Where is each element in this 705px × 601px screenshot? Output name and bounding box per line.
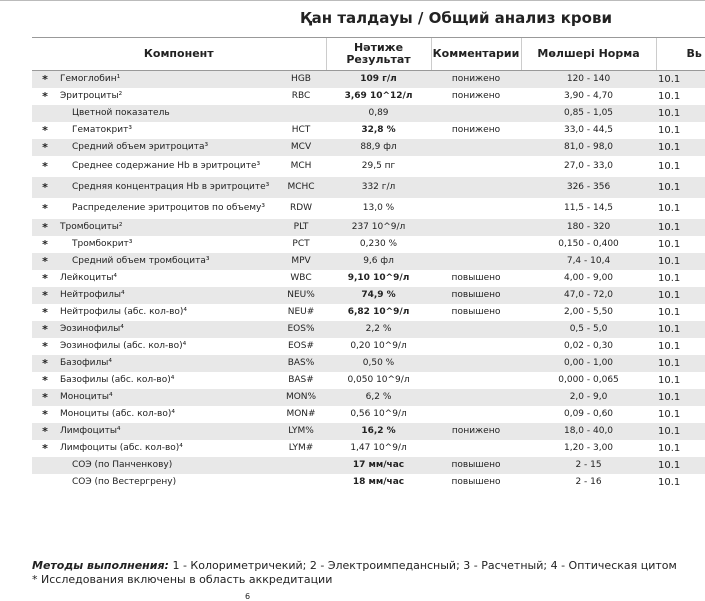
date-value: 10.1 bbox=[656, 71, 705, 89]
result-value: 0,56 10^9/л bbox=[350, 409, 407, 419]
component-name: Лимфоциты (абс. кол-во)⁴ bbox=[60, 443, 183, 453]
norm-range: 81,0 - 98,0 bbox=[521, 139, 656, 156]
component-code: NEU% bbox=[276, 287, 326, 304]
comment-value: повышено bbox=[431, 287, 521, 304]
component-code: MON# bbox=[286, 409, 316, 419]
component-code: NEU# bbox=[287, 307, 315, 317]
date-value: 10.1 bbox=[656, 177, 705, 198]
star-marker bbox=[32, 105, 58, 122]
component-code: EOS% bbox=[276, 321, 326, 338]
date-value: 10.1 bbox=[656, 219, 705, 236]
comment-value: понижено bbox=[431, 71, 521, 89]
component-name: Лимфоциты⁴ bbox=[58, 423, 276, 440]
result-value: 332 г/л bbox=[326, 177, 431, 198]
table-row bbox=[32, 338, 705, 355]
component-name: Базофилы (абс. кол-во)⁴ bbox=[60, 375, 175, 385]
component-code: MCHC bbox=[276, 177, 326, 198]
star-marker: * bbox=[32, 253, 58, 270]
component-code: BAS# bbox=[288, 375, 314, 385]
star-marker: * bbox=[32, 321, 58, 338]
norm-range: 47,0 - 72,0 bbox=[521, 287, 656, 304]
comment-value: повышено bbox=[451, 273, 501, 283]
results-table bbox=[32, 37, 705, 491]
norm-range: 2,0 - 9,0 bbox=[521, 389, 656, 406]
norm-range: 0,150 - 0,400 bbox=[558, 239, 619, 249]
table-row bbox=[32, 474, 705, 491]
header-result: Нәтиже Результат bbox=[326, 38, 431, 71]
date-value: 10.1 bbox=[658, 409, 681, 420]
table-row bbox=[32, 440, 705, 457]
component-name: Моноциты (абс. кол-во)⁴ bbox=[60, 409, 175, 419]
star-marker: * bbox=[42, 340, 48, 353]
result-value: 1,47 10^9/л bbox=[350, 443, 407, 453]
date-value: 10.1 bbox=[656, 321, 705, 338]
result-value: 6,2 % bbox=[326, 389, 431, 406]
header-comment: Комментарии bbox=[431, 38, 521, 71]
comment-value bbox=[431, 440, 521, 457]
date-value: 10.1 bbox=[658, 273, 681, 284]
date-value: 10.1 bbox=[656, 389, 705, 406]
comment-value: повышено bbox=[451, 477, 501, 487]
component-name: Гематокрит³ bbox=[72, 125, 132, 135]
component-name: Цветной показатель bbox=[58, 105, 276, 122]
comment-value bbox=[431, 253, 521, 270]
table-header-row bbox=[32, 38, 705, 71]
comment-value bbox=[431, 105, 521, 122]
component-name: Средний объем тромбоцита³ bbox=[58, 253, 276, 270]
norm-range: 2,00 - 5,50 bbox=[563, 307, 614, 317]
component-code: MCV bbox=[276, 139, 326, 156]
star-marker: * bbox=[42, 374, 48, 387]
date-value: 10.1 bbox=[656, 139, 705, 156]
component-name: Лейкоциты⁴ bbox=[60, 273, 118, 283]
date-value: 10.1 bbox=[658, 239, 681, 250]
result-value: 9,10 10^9/л bbox=[347, 273, 410, 283]
component-code: PCT bbox=[292, 239, 310, 249]
component-code: HCT bbox=[291, 125, 311, 135]
component-name: Эозинофилы (абс. кол-во)⁴ bbox=[60, 341, 187, 351]
date-value: 10.1 bbox=[658, 91, 681, 102]
component-name: Тромбоциты² bbox=[58, 219, 276, 236]
component-name: СОЭ (по Вестергрену) bbox=[72, 477, 177, 487]
result-value: 109 г/л bbox=[326, 71, 431, 89]
table-row bbox=[32, 372, 705, 389]
result-value: 29,5 пг bbox=[361, 161, 396, 171]
comment-value bbox=[431, 338, 521, 355]
date-value: 10.1 bbox=[658, 307, 681, 318]
table-row bbox=[32, 236, 705, 253]
component-name: Средняя концентрация Hb в эритроците³ bbox=[58, 177, 276, 198]
comment-value: понижено bbox=[431, 423, 521, 440]
norm-range: 27,0 - 33,0 bbox=[563, 161, 614, 171]
component-name: Эозинофилы⁴ bbox=[58, 321, 276, 338]
date-value: 10.1 bbox=[658, 443, 681, 454]
norm-range: 3,90 - 4,70 bbox=[563, 91, 614, 101]
star-marker: * bbox=[42, 442, 48, 455]
component-code bbox=[276, 457, 326, 474]
footer bbox=[32, 559, 677, 587]
comment-value: повышено bbox=[451, 307, 501, 317]
table-row bbox=[32, 389, 705, 406]
result-value: 0,050 10^9/л bbox=[347, 375, 410, 385]
star-marker: * bbox=[32, 355, 58, 372]
star-marker bbox=[32, 457, 58, 474]
header-norm: Мөлшері Норма bbox=[521, 38, 656, 71]
star-marker: * bbox=[42, 272, 48, 285]
component-code: MCH bbox=[290, 161, 312, 171]
component-name: Средний объем эритроцита³ bbox=[58, 139, 276, 156]
result-value: 0,89 bbox=[326, 105, 431, 122]
component-name: Гемоглобин¹ bbox=[58, 71, 276, 89]
header-date: Вь bbox=[656, 38, 705, 71]
result-value: 2,2 % bbox=[326, 321, 431, 338]
date-value: 10.1 bbox=[658, 341, 681, 352]
table-row bbox=[32, 156, 705, 177]
component-name: Моноциты⁴ bbox=[58, 389, 276, 406]
accreditation-note: * Исследования включены в область аккредитации bbox=[32, 573, 333, 586]
date-value: 10.1 bbox=[656, 287, 705, 304]
norm-range: 326 - 356 bbox=[521, 177, 656, 198]
comment-value bbox=[431, 389, 521, 406]
result-value: 17 мм/час bbox=[326, 457, 431, 474]
header-component: Компонент bbox=[32, 38, 326, 71]
norm-range: 2 - 16 bbox=[575, 477, 602, 487]
norm-range: 180 - 320 bbox=[521, 219, 656, 236]
comment-value bbox=[431, 177, 521, 198]
component-name: СОЭ (по Панченкову) bbox=[58, 457, 276, 474]
result-value: 18 мм/час bbox=[352, 477, 405, 487]
date-value: 10.1 bbox=[656, 253, 705, 270]
component-name: Нейтрофилы (абс. кол-во)⁴ bbox=[60, 307, 187, 317]
norm-range: 0,000 - 0,065 bbox=[558, 375, 619, 385]
norm-range: 18,0 - 40,0 bbox=[521, 423, 656, 440]
comment-value bbox=[431, 198, 521, 219]
star-marker: * bbox=[42, 160, 48, 173]
top-border bbox=[0, 0, 705, 1]
component-code bbox=[276, 105, 326, 122]
date-value: 10.1 bbox=[656, 423, 705, 440]
star-marker: * bbox=[42, 238, 48, 251]
page-mark: 6 bbox=[245, 592, 251, 601]
result-value: 32,8 % bbox=[361, 125, 396, 135]
date-value: 10.1 bbox=[658, 161, 681, 172]
table-row bbox=[32, 270, 705, 287]
table-row bbox=[32, 139, 705, 156]
component-code: PLT bbox=[276, 219, 326, 236]
component-code bbox=[276, 474, 326, 491]
star-marker: * bbox=[32, 287, 58, 304]
date-value: 10.1 bbox=[658, 125, 681, 136]
component-code: LYM# bbox=[288, 443, 314, 453]
star-marker: * bbox=[32, 177, 58, 198]
norm-range: 0,85 - 1,05 bbox=[521, 105, 656, 122]
result-value: 13,0 % bbox=[362, 203, 395, 213]
date-value: 10.1 bbox=[656, 355, 705, 372]
star-marker bbox=[32, 474, 58, 491]
component-code: WBC bbox=[290, 273, 312, 283]
result-value: 237 10^9/л bbox=[326, 219, 431, 236]
result-value: 3,69 10^12/л bbox=[344, 91, 413, 101]
component-name: Нейтрофилы⁴ bbox=[58, 287, 276, 304]
result-value: 6,82 10^9/л bbox=[347, 307, 410, 317]
comment-value bbox=[431, 219, 521, 236]
comment-value: понижено bbox=[451, 125, 501, 135]
comment-value bbox=[431, 156, 521, 177]
norm-range: 0,5 - 5,0 bbox=[521, 321, 656, 338]
result-value: 0,20 10^9/л bbox=[350, 341, 407, 351]
comment-value: понижено bbox=[451, 91, 501, 101]
table-row bbox=[32, 253, 705, 270]
component-name: Тромбокрит³ bbox=[72, 239, 133, 249]
comment-value bbox=[431, 139, 521, 156]
result-value: 9,6 фл bbox=[326, 253, 431, 270]
star-marker: * bbox=[42, 124, 48, 137]
norm-range: 7,4 - 10,4 bbox=[521, 253, 656, 270]
comment-value bbox=[431, 406, 521, 423]
component-name: Эритроциты² bbox=[60, 91, 123, 101]
component-code: MPV bbox=[276, 253, 326, 270]
table-row bbox=[32, 304, 705, 321]
comment-value bbox=[431, 236, 521, 253]
norm-range: 0,00 - 1,00 bbox=[521, 355, 656, 372]
component-name: Среднее содержание Hb в эритроците³ bbox=[72, 161, 261, 171]
component-name: Распределение эритроцитов по объему³ bbox=[72, 203, 265, 213]
component-code: BAS% bbox=[276, 355, 326, 372]
table-row bbox=[32, 457, 705, 474]
date-value: 10.1 bbox=[658, 203, 681, 214]
star-marker: * bbox=[32, 71, 58, 89]
norm-range: 0,09 - 0,60 bbox=[563, 409, 614, 419]
result-value: 74,9 % bbox=[326, 287, 431, 304]
table-row bbox=[32, 71, 705, 89]
comment-value: повышено bbox=[431, 457, 521, 474]
norm-range: 11,5 - 14,5 bbox=[563, 203, 614, 213]
component-code: RDW bbox=[289, 203, 313, 213]
norm-range: 33,0 - 44,5 bbox=[563, 125, 614, 135]
component-code: LYM% bbox=[276, 423, 326, 440]
star-marker: * bbox=[32, 139, 58, 156]
page-title: Қан талдауы / Общий анализ крови bbox=[300, 9, 612, 27]
table-row bbox=[32, 198, 705, 219]
norm-range: 2 - 15 bbox=[521, 457, 656, 474]
table-row bbox=[32, 355, 705, 372]
table-row bbox=[32, 122, 705, 139]
table-row bbox=[32, 219, 705, 236]
result-value: 16,2 % bbox=[326, 423, 431, 440]
norm-range: 4,00 - 9,00 bbox=[563, 273, 614, 283]
table-row bbox=[32, 423, 705, 440]
date-value: 10.1 bbox=[658, 375, 681, 386]
result-value: 0,50 % bbox=[326, 355, 431, 372]
star-marker: * bbox=[42, 202, 48, 215]
table-row bbox=[32, 177, 705, 198]
component-code: RBC bbox=[291, 91, 311, 101]
table-row bbox=[32, 88, 705, 105]
star-marker: * bbox=[32, 219, 58, 236]
result-value: 0,230 % bbox=[359, 239, 398, 249]
result-value: 88,9 фл bbox=[326, 139, 431, 156]
methods-text: 1 - Колориметричекий; 2 - Электроимпедансный; 3 - Расчетный; 4 - Оптическая цитом bbox=[168, 559, 677, 572]
star-marker: * bbox=[32, 423, 58, 440]
methods-label: Методы выполнения: bbox=[32, 559, 169, 572]
star-marker: * bbox=[42, 90, 48, 103]
norm-range: 0,02 - 0,30 bbox=[563, 341, 614, 351]
norm-range: 120 - 140 bbox=[521, 71, 656, 89]
table-row bbox=[32, 287, 705, 304]
comment-value bbox=[431, 321, 521, 338]
comment-value bbox=[431, 355, 521, 372]
table-row bbox=[32, 406, 705, 423]
date-value: 10.1 bbox=[656, 105, 705, 122]
component-code: MON% bbox=[276, 389, 326, 406]
star-marker: * bbox=[42, 306, 48, 319]
component-code: EOS# bbox=[287, 341, 315, 351]
component-code: HGB bbox=[276, 71, 326, 89]
table-row bbox=[32, 105, 705, 122]
date-value: 10.1 bbox=[656, 457, 705, 474]
comment-value bbox=[431, 372, 521, 389]
component-name: Базофилы⁴ bbox=[58, 355, 276, 372]
norm-range: 1,20 - 3,00 bbox=[563, 443, 614, 453]
table-row bbox=[32, 321, 705, 338]
date-value: 10.1 bbox=[658, 477, 681, 488]
star-marker: * bbox=[32, 389, 58, 406]
star-marker: * bbox=[42, 408, 48, 421]
